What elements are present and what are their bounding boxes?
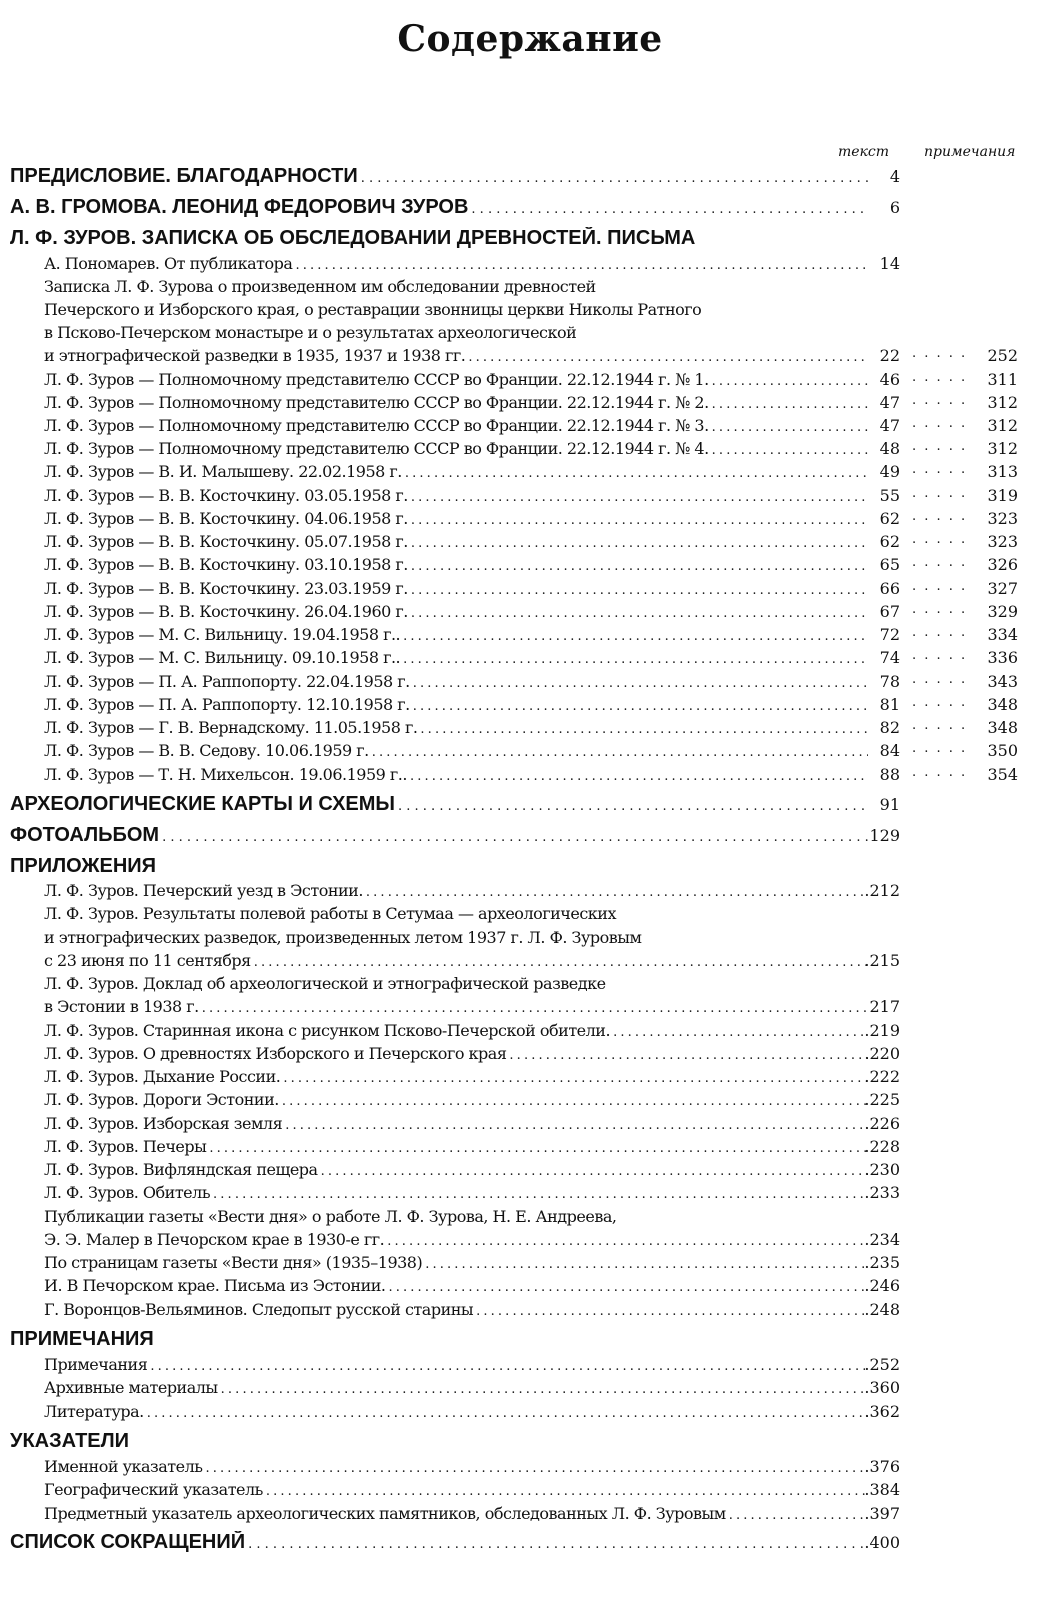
toc-label bbox=[10, 793, 868, 816]
toc-entry bbox=[0, 741, 1060, 765]
toc-page-text: 74 bbox=[879, 648, 900, 667]
toc-section bbox=[0, 229, 1060, 253]
toc-label-text: Примечания bbox=[44, 1355, 150, 1374]
toc-page-text: 66 bbox=[879, 579, 900, 598]
toc-label-text: Л. Ф. Зуров — В. В. Косточкину. 04.06.1958 г. bbox=[44, 509, 411, 528]
toc-label-text: СПИСОК СОКРАЩЕНИЙ bbox=[10, 1531, 248, 1553]
toc-label bbox=[44, 254, 868, 273]
toc-label bbox=[44, 1114, 868, 1133]
toc-page-notes: 312 bbox=[987, 439, 1018, 458]
toc-page-text: 78 bbox=[879, 672, 900, 691]
toc-page-text: 67 bbox=[879, 602, 900, 621]
toc-notes-leader: . . . . . bbox=[912, 486, 968, 501]
toc-label bbox=[44, 555, 868, 574]
toc-label-text: Л. Ф. Зуров — П. А. Раппопорту. 22.04.1958 г. bbox=[44, 672, 413, 691]
toc-entry bbox=[0, 509, 1060, 533]
toc-notes-leader: . . . . . bbox=[912, 765, 968, 780]
toc-page-notes: 336 bbox=[987, 648, 1018, 667]
toc-entry bbox=[0, 718, 1060, 742]
toc-notes-leader: . . . . . bbox=[912, 346, 968, 361]
toc-section bbox=[0, 1533, 1060, 1557]
toc-label-text: Л. Ф. Зуров — Г. В. Вернадскому. 11.05.1958 г. bbox=[44, 718, 420, 737]
toc-page-notes: 327 bbox=[987, 579, 1018, 598]
toc-page-text: .384 bbox=[864, 1480, 900, 1499]
toc-label bbox=[10, 227, 1040, 250]
toc-notes-leader: . . . . . bbox=[912, 462, 968, 477]
toc-label bbox=[44, 881, 868, 900]
toc-page-text: .215 bbox=[864, 951, 900, 970]
toc-label bbox=[44, 486, 868, 505]
toc-page-text: 65 bbox=[879, 555, 900, 574]
toc-label-text: Л. Ф. Зуров — Полномочному представителю СССР во Франции. 22.12.1944 г. № 1. bbox=[44, 370, 712, 389]
toc-label bbox=[44, 904, 1040, 923]
toc-page-text: .362 bbox=[864, 1402, 900, 1421]
toc-section bbox=[0, 198, 1060, 222]
toc-label-text: А. Пономарев. От публикатора bbox=[44, 254, 295, 273]
toc-entry bbox=[0, 323, 1060, 347]
toc-notes-leader: . . . . . bbox=[912, 625, 968, 640]
toc-label-text: Предметный указатель археологических памятников, обследованных Л. Ф. Зуровым bbox=[44, 1504, 729, 1523]
toc-label bbox=[44, 1044, 868, 1063]
toc-page-notes: 313 bbox=[987, 462, 1018, 481]
toc-label bbox=[44, 439, 868, 458]
toc-label-text: и этнографических разведок, произведенных летом 1937 г. Л. Ф. Зуровым bbox=[44, 928, 644, 947]
toc-label-text: Л. Ф. Зуров. Старинная икона с рисунком Псково-Печерской обители. bbox=[44, 1021, 613, 1040]
toc-entry bbox=[0, 1021, 1060, 1045]
toc-page-text: 48 bbox=[879, 439, 900, 458]
toc-label bbox=[44, 718, 868, 737]
toc-page-text: .226 bbox=[864, 1114, 900, 1133]
toc-page-notes: 326 bbox=[987, 555, 1018, 574]
toc-notes-leader: . . . . . bbox=[912, 672, 968, 687]
toc-page-text: .228 bbox=[864, 1137, 900, 1156]
toc-label bbox=[44, 532, 868, 551]
toc-label bbox=[44, 672, 868, 691]
toc-label-text: в Эстонии в 1938 г. bbox=[44, 997, 202, 1016]
toc-page-notes: 343 bbox=[987, 672, 1018, 691]
toc-page-text: .220 bbox=[864, 1044, 900, 1063]
toc-label bbox=[44, 416, 868, 435]
toc-section bbox=[0, 1432, 1060, 1456]
toc-entry bbox=[0, 951, 1060, 975]
toc-entry bbox=[0, 532, 1060, 556]
toc-label bbox=[10, 1430, 1040, 1453]
toc-entry bbox=[0, 346, 1060, 370]
toc-notes-leader: . . . . . bbox=[912, 718, 968, 733]
toc-label-text: ПРЕДИСЛОВИЕ. БЛАГОДАРНОСТИ bbox=[10, 165, 361, 187]
toc-label-text: Л. Ф. Зуров. Результаты полевой работы в Сетумаа — археологических bbox=[44, 904, 619, 923]
toc-label-text: Печерского и Изборского края, о реставрации звонницы церкви Николы Ратного bbox=[44, 300, 704, 319]
toc-notes-leader: . . . . . bbox=[912, 602, 968, 617]
toc-label-text: Записка Л. Ф. Зурова о произведенном им обследовании древностей bbox=[44, 277, 599, 296]
toc-page-text: .222 bbox=[864, 1067, 900, 1086]
toc-label bbox=[44, 1504, 868, 1523]
toc-label bbox=[44, 1300, 868, 1319]
toc-label bbox=[44, 1457, 868, 1476]
toc-entry bbox=[0, 625, 1060, 649]
toc-label bbox=[44, 625, 868, 644]
toc-notes-leader: . . . . . bbox=[912, 416, 968, 431]
toc-label-text: Л. Ф. Зуров — В. И. Малышеву. 22.02.1958 г. bbox=[44, 462, 405, 481]
toc-label bbox=[44, 1021, 868, 1040]
toc-entry bbox=[0, 1207, 1060, 1231]
toc-label-text: Л. Ф. Зуров — В. В. Косточкину. 03.10.1958 г. bbox=[44, 555, 411, 574]
toc-label bbox=[44, 579, 868, 598]
toc-label-text: Л. Ф. Зуров. Изборская земля bbox=[44, 1114, 285, 1133]
toc-label bbox=[44, 509, 868, 528]
toc-label-text: с 23 июня по 11 сентября bbox=[44, 951, 254, 970]
toc-label-text: Л. Ф. Зуров. Доклад об археологической и этнографической разведке bbox=[44, 974, 609, 993]
toc-entry bbox=[0, 1230, 1060, 1254]
toc-entry bbox=[0, 1160, 1060, 1184]
toc-section bbox=[0, 1330, 1060, 1354]
toc-label-text: УКАЗАТЕЛИ bbox=[10, 1430, 132, 1452]
toc-entry bbox=[0, 579, 1060, 603]
toc-label-text: Л. Ф. ЗУРОВ. ЗАПИСКА ОБ ОБСЛЕДОВАНИИ ДРЕВНОСТЕЙ. ПИСЬМА bbox=[10, 227, 698, 249]
toc-page-text: 84 bbox=[879, 741, 900, 760]
toc-label bbox=[10, 165, 868, 188]
toc-label bbox=[44, 1378, 868, 1397]
toc-label bbox=[44, 974, 1040, 993]
toc-label-text: Л. Ф. Зуров. Печерский уезд в Эстонии. bbox=[44, 881, 366, 900]
toc-page-text: 4 bbox=[889, 167, 900, 186]
toc-entry bbox=[0, 881, 1060, 905]
page-title: Содержание bbox=[397, 18, 663, 60]
toc-entry bbox=[0, 1044, 1060, 1068]
toc-label-text: Л. Ф. Зуров. Вифляндская пещера bbox=[44, 1160, 321, 1179]
toc-label-text: ПРИМЕЧАНИЯ bbox=[10, 1328, 157, 1350]
toc-label bbox=[44, 928, 1040, 947]
toc-section bbox=[0, 795, 1060, 819]
toc-page-text: 129 bbox=[869, 826, 900, 845]
toc-label bbox=[44, 695, 868, 714]
toc-label bbox=[44, 1160, 868, 1179]
toc-label-text: Л. Ф. Зуров — Т. Н. Михельсон. 19.06.1959 г.. bbox=[44, 765, 410, 784]
toc-entry bbox=[0, 602, 1060, 626]
toc-entry bbox=[0, 1114, 1060, 1138]
toc-page-notes: 348 bbox=[987, 718, 1018, 737]
toc-label bbox=[44, 370, 868, 389]
toc-notes-leader: . . . . . bbox=[912, 555, 968, 570]
toc-page-text: 72 bbox=[879, 625, 900, 644]
toc-page-text: .235 bbox=[864, 1253, 900, 1272]
toc-label bbox=[44, 277, 1040, 296]
toc-label-text: ФОТОАЛЬБОМ bbox=[10, 824, 162, 846]
toc-page-text: 62 bbox=[879, 509, 900, 528]
toc-entry bbox=[0, 277, 1060, 301]
toc-entry bbox=[0, 1276, 1060, 1300]
toc-label-text: И. В Печорском крае. Письма из Эстонии. bbox=[44, 1276, 389, 1295]
toc-page-text: 47 bbox=[879, 393, 900, 412]
toc-entry bbox=[0, 1067, 1060, 1091]
toc-label-text: Л. Ф. Зуров. Дороги Эстонии. bbox=[44, 1090, 282, 1109]
toc-label-text: Л. Ф. Зуров — В. В. Косточкину. 23.03.1959 г. bbox=[44, 579, 411, 598]
toc-label-text: в Псково-Печерском монастыре и о результатах археологической bbox=[44, 323, 579, 342]
toc-entry bbox=[0, 555, 1060, 579]
toc-entry bbox=[0, 1457, 1060, 1481]
toc-label bbox=[44, 1090, 868, 1109]
toc-label bbox=[44, 602, 868, 621]
toc-entry bbox=[0, 672, 1060, 696]
toc-page-text: .246 bbox=[864, 1276, 900, 1295]
toc-label-text: Э. Э. Малер в Печорском крае в 1930-е гг. bbox=[44, 1230, 387, 1249]
toc-label-text: Л. Ф. Зуров — М. С. Вильницу. 09.10.1958 г.. bbox=[44, 648, 403, 667]
toc-label-text: Архивные материалы bbox=[44, 1378, 221, 1397]
toc-page-text: 82 bbox=[879, 718, 900, 737]
toc-notes-leader: . . . . . bbox=[912, 393, 968, 408]
toc-label-text: Л. Ф. Зуров. Печеры bbox=[44, 1137, 209, 1156]
toc-page-text: 46 bbox=[879, 370, 900, 389]
toc-entry bbox=[0, 439, 1060, 463]
toc-entry bbox=[0, 486, 1060, 510]
toc-entry bbox=[0, 416, 1060, 440]
toc-page-text: .219 bbox=[864, 1021, 900, 1040]
toc-page-notes: 354 bbox=[987, 765, 1018, 784]
toc-page-text: 62 bbox=[879, 532, 900, 551]
toc-label bbox=[44, 1253, 868, 1272]
toc-page-text: 55 bbox=[879, 486, 900, 505]
toc-label bbox=[44, 648, 868, 667]
toc-page-notes: 252 bbox=[987, 346, 1018, 365]
toc-label-text: А. В. ГРОМОВА. ЛЕОНИД ФЕДОРОВИЧ ЗУРОВ bbox=[10, 196, 471, 218]
toc-label-text: Литература. bbox=[44, 1402, 147, 1421]
toc-page-text: .212 bbox=[864, 881, 900, 900]
toc-label bbox=[44, 951, 868, 970]
toc-label-text: Л. Ф. Зуров — В. В. Косточкину. 26.04.1960 г. bbox=[44, 602, 411, 621]
toc-page-notes: 312 bbox=[987, 393, 1018, 412]
toc-page-text: .397 bbox=[864, 1504, 900, 1523]
toc-page-text: .252 bbox=[864, 1355, 900, 1374]
toc-label-text: Географический указатель bbox=[44, 1480, 266, 1499]
toc-label-text: Л. Ф. Зуров — Полномочному представителю СССР во Франции. 22.12.1944 г. № 2. bbox=[44, 393, 712, 412]
toc-label-text: Л. Ф. Зуров — П. А. Раппопорту. 12.10.1958 г. bbox=[44, 695, 413, 714]
toc-notes-leader: . . . . . bbox=[912, 648, 968, 663]
toc-label bbox=[44, 1276, 868, 1295]
toc-entry bbox=[0, 928, 1060, 952]
toc-entry bbox=[0, 1378, 1060, 1402]
toc-label bbox=[44, 1402, 868, 1421]
toc-label bbox=[44, 1137, 868, 1156]
toc-label-text: ПРИЛОЖЕНИЯ bbox=[10, 855, 159, 877]
toc-page-text: .360 bbox=[864, 1378, 900, 1397]
toc-entry bbox=[0, 1253, 1060, 1277]
column-header-notes: примечания bbox=[924, 144, 1016, 160]
toc-label-text: Л. Ф. Зуров — М. С. Вильницу. 19.04.1958 г.. bbox=[44, 625, 403, 644]
toc-page-text: .225 bbox=[864, 1090, 900, 1109]
toc-label-text: Л. Ф. Зуров. Дыхание России. bbox=[44, 1067, 283, 1086]
toc-page-notes: 348 bbox=[987, 695, 1018, 714]
toc-page-text: .234 bbox=[864, 1230, 900, 1249]
toc-entry bbox=[0, 370, 1060, 394]
toc-label bbox=[44, 741, 868, 760]
toc-page-text: .230 bbox=[864, 1160, 900, 1179]
toc-label-text: Л. Ф. Зуров — В. В. Косточкину. 03.05.1958 г. bbox=[44, 486, 411, 505]
toc-entry bbox=[0, 1402, 1060, 1426]
toc-label bbox=[44, 323, 1040, 342]
toc-page-text: .233 bbox=[864, 1183, 900, 1202]
toc-label-text: и этнографической разведки в 1935, 1937 и 1938 гг. bbox=[44, 346, 468, 365]
toc-page-notes: 312 bbox=[987, 416, 1018, 435]
toc-entry bbox=[0, 1355, 1060, 1379]
toc-page-notes: 350 bbox=[987, 741, 1018, 760]
toc-label-text: АРХЕОЛОГИЧЕСКИЕ КАРТЫ И СХЕМЫ bbox=[10, 793, 398, 815]
toc-label bbox=[44, 1355, 868, 1374]
toc-entry bbox=[0, 1300, 1060, 1324]
toc-label-text: По страницам газеты «Вести дня» (1935–1938) bbox=[44, 1253, 425, 1272]
toc-page-notes: 311 bbox=[987, 370, 1018, 389]
toc-entry bbox=[0, 904, 1060, 928]
toc-notes-leader: . . . . . bbox=[912, 579, 968, 594]
toc-label bbox=[44, 1207, 1040, 1226]
toc-entry bbox=[0, 997, 1060, 1021]
toc-entry bbox=[0, 1137, 1060, 1161]
toc-entry bbox=[0, 1480, 1060, 1504]
toc-page-text: 49 bbox=[879, 462, 900, 481]
toc-label-text: Л. Ф. Зуров — Полномочному представителю СССР во Франции. 22.12.1944 г. № 3. bbox=[44, 416, 712, 435]
toc-label bbox=[44, 393, 868, 412]
toc-entry bbox=[0, 765, 1060, 789]
toc-page-text: 47 bbox=[879, 416, 900, 435]
toc-section bbox=[0, 857, 1060, 881]
toc-label-text: Г. Воронцов-Вельяминов. Следопыт русской старины bbox=[44, 1300, 476, 1319]
toc-notes-leader: . . . . . bbox=[912, 439, 968, 454]
toc-page-notes: 323 bbox=[987, 509, 1018, 528]
toc-label bbox=[44, 1183, 868, 1202]
toc-entry bbox=[0, 300, 1060, 324]
toc-notes-leader: . . . . . bbox=[912, 695, 968, 710]
toc-label bbox=[44, 300, 1040, 319]
toc-label bbox=[44, 346, 868, 365]
toc-label-text: Публикации газеты «Вести дня» о работе Л. Ф. Зурова, Н. Е. Андреева, bbox=[44, 1207, 619, 1226]
toc-label-text: Л. Ф. Зуров — Полномочному представителю СССР во Франции. 22.12.1944 г. № 4. bbox=[44, 439, 712, 458]
toc-notes-leader: . . . . . bbox=[912, 741, 968, 756]
toc-page-notes: 334 bbox=[987, 625, 1018, 644]
toc-label bbox=[44, 1067, 868, 1086]
toc-label bbox=[10, 1531, 868, 1554]
toc-page-text: 81 bbox=[879, 695, 900, 714]
toc-entry bbox=[0, 393, 1060, 417]
toc-page-notes: 329 bbox=[987, 602, 1018, 621]
toc-label bbox=[44, 765, 868, 784]
toc-page-text: .248 bbox=[864, 1300, 900, 1319]
toc-page-text: 217 bbox=[869, 997, 900, 1016]
toc-label-text: Л. Ф. Зуров — В. В. Косточкину. 05.07.1958 г. bbox=[44, 532, 411, 551]
toc-label-text: Л. Ф. Зуров — В. В. Седову. 10.06.1959 г. bbox=[44, 741, 372, 760]
toc-entry bbox=[0, 695, 1060, 719]
toc-page-text: .376 bbox=[864, 1457, 900, 1476]
toc-notes-leader: . . . . . bbox=[912, 532, 968, 547]
toc-label bbox=[10, 855, 1040, 878]
toc-section bbox=[0, 826, 1060, 850]
toc-page-text: 22 bbox=[879, 346, 900, 365]
toc-entry bbox=[0, 462, 1060, 486]
toc-label-text: Именной указатель bbox=[44, 1457, 206, 1476]
toc-entry bbox=[0, 1090, 1060, 1114]
toc-label bbox=[10, 196, 868, 219]
toc-entry bbox=[0, 1183, 1060, 1207]
toc-page-text: 91 bbox=[879, 795, 900, 814]
toc-section bbox=[0, 167, 1060, 191]
toc-page-text: 6 bbox=[889, 198, 900, 217]
toc-label bbox=[10, 1328, 1040, 1351]
toc-page-text: 14 bbox=[879, 254, 900, 273]
toc-entry bbox=[0, 1504, 1060, 1528]
toc-label bbox=[44, 1480, 868, 1499]
toc-page-notes: 319 bbox=[987, 486, 1018, 505]
toc-label bbox=[44, 462, 868, 481]
column-header-text: текст bbox=[838, 144, 890, 160]
toc-entry bbox=[0, 254, 1060, 278]
toc-entry bbox=[0, 974, 1060, 998]
toc-label-text: Л. Ф. Зуров. Обитель bbox=[44, 1183, 213, 1202]
toc-entry bbox=[0, 648, 1060, 672]
toc-page-text: 88 bbox=[879, 765, 900, 784]
toc-page-notes: 323 bbox=[987, 532, 1018, 551]
toc-label-text: Л. Ф. Зуров. О древностях Изборского и Печерского края bbox=[44, 1044, 509, 1063]
toc-label bbox=[44, 1230, 868, 1249]
toc-page-text: .400 bbox=[864, 1533, 900, 1552]
toc-label bbox=[44, 997, 868, 1016]
toc-notes-leader: . . . . . bbox=[912, 370, 968, 385]
toc-notes-leader: . . . . . bbox=[912, 509, 968, 524]
toc-label bbox=[10, 824, 868, 847]
